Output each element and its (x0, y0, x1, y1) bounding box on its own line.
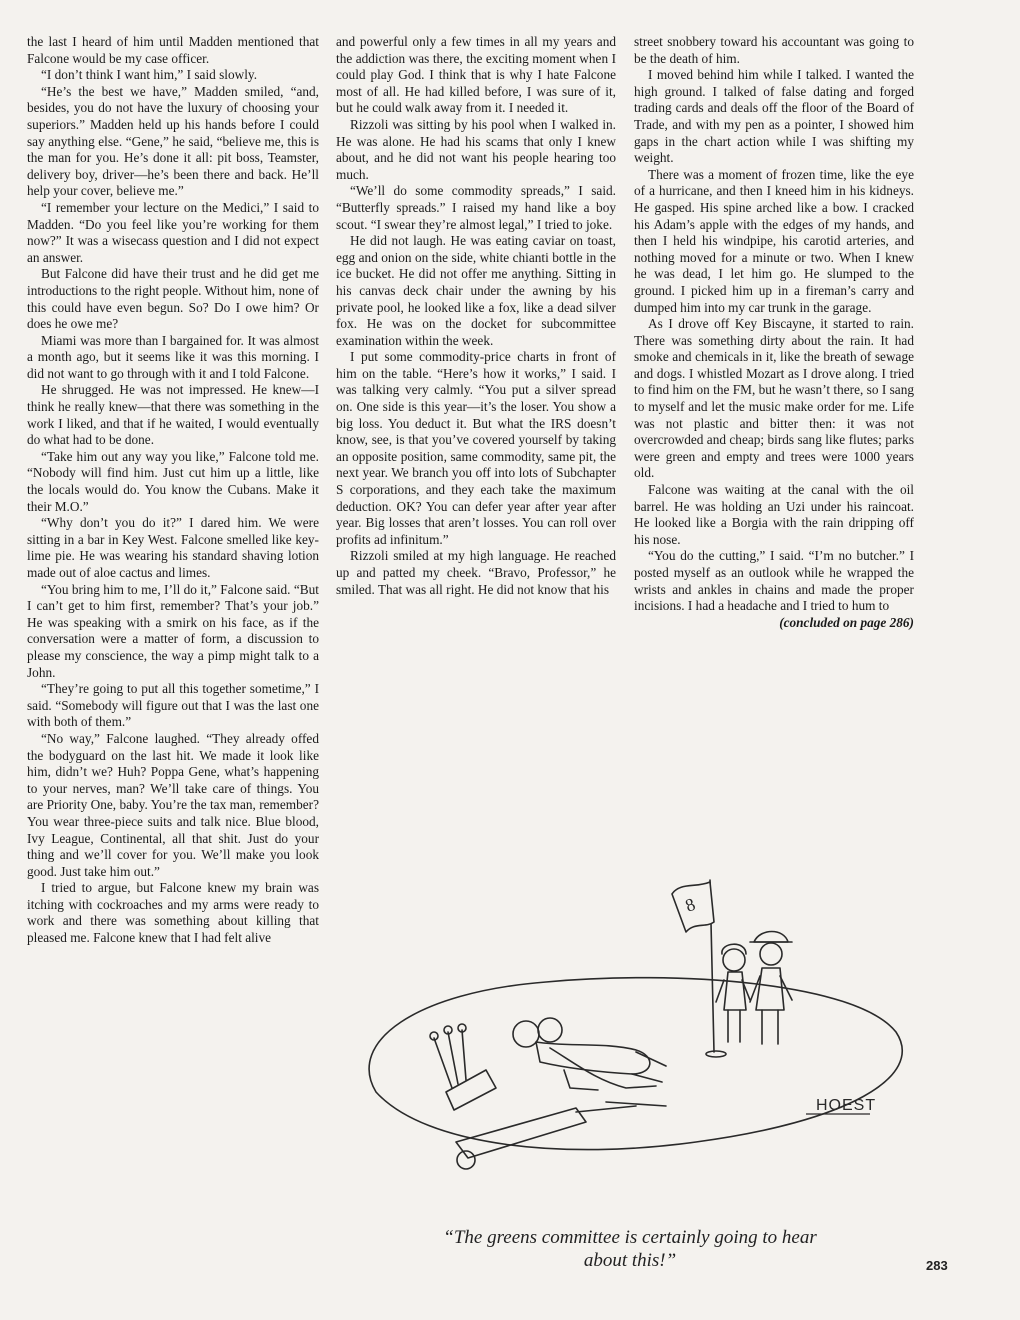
paragraph: I moved behind him while I talked. I wanted the high ground. I talked of false dating and forged trading cards and deals off the floor of the Board of Trade, and with my pen as a pointer, I showed him gaps in the chart action while I was shifting my weight. (634, 67, 914, 166)
article-column-1 (27, 34, 319, 947)
paragraph: “You bring him to me, I’ll do it,” Falcone said. “But I can’t get to him first, remember? That’s your job.” He was speaking with a smirk on his face, as if the conversation were a matter of form, a discussion to please my conscience, the way a pimp might talk to a John. (27, 581, 319, 680)
paragraph: Rizzoli was sitting by his pool when I walked in. He was alone. He had his scams that only I knew about, and he did not want his people hearing too much. (336, 116, 616, 182)
cartoon-caption: “The greens committee is certainly going to hear about this!” (443, 1227, 817, 1271)
flag-number: 8 (682, 893, 698, 916)
cartoonist-signature: HOEST (816, 1097, 877, 1114)
article-column-3 (634, 34, 914, 631)
page-number: 283 (926, 1258, 948, 1273)
paragraph: “They’re going to put all this together sometime,” I said. “Somebody will figure out that I was the last one with both of them.” (27, 681, 319, 730)
paragraph: “Take him out any way you like,” Falcone told me. “Nobody will find him. Just cut him up a little, like the locals would do. You know the Cubans. Make it their M.O.” (27, 448, 319, 514)
woman-golfer-right (750, 932, 792, 1045)
paragraph: I put some commodity-price charts in front of him on the table. “Here’s how it works,” I said. I was talking very calmly. “You put a silver spread on. One side is this year—it’s the loser. You show a big loss. You deduct it. But what the IRS doesn’t know, see, is that you’ve covered yourself by taking an opposite position, same commodity, same pit, the next year. We branch you off into lots of Subchapter S corporations, and they each take the maximum deduction. OK? You can defer year after year after year. Big losses that aren’t losses. You can roll over profits ad infinitum.” (336, 349, 616, 547)
paragraph: “Why don’t you do it?” I dared him. We were sitting in a bar in Key West. Falcone smelled like key-lime pie. He was wearing his standard shaving lotion made out of aloe cactus and limes. (27, 515, 319, 580)
paragraph: “He’s the best we have,” Madden smiled, “and, besides, you do not have the luxury of choosing your superiors.” Madden held up his hands before I could say anything else. “Gene,” he said, “believe me, this is the man for you. He’s done it all: pit boss, Teamster, delivery boy, driver—he’s been there and back. He’ll help your cover, believe me.” (27, 83, 319, 199)
pull-cart (456, 1106, 636, 1169)
paragraph: As I drove off Key Biscayne, it started to rain. There was something dirty about the rain. It had smoke and chemicals in it, like the breath of sewage and dogs. I whistled Mozart as I drove along. I tried to find him on the FM, but he wasn’t there, so I sang to myself and let the music make order for me. Life was not plastic and bitter then: it was not overcrowded and cheap; birds sang like flutes; parks were green and empty and trees were 1000 years old. (634, 316, 914, 481)
golf-bag (430, 1024, 496, 1110)
golf-cartoon (336, 842, 916, 1222)
paragraph: Miami was more than I bargained for. It was almost a month ago, but it seems like it was this morning. I did not want to go through with it and I told Falcone. (27, 332, 319, 381)
paragraph: He shrugged. He was not impressed. He knew—I think he really knew—that there was something in the work I liked, and that if he waited, I would eventually do what had to be done. (27, 382, 319, 448)
woman-golfer-left (716, 944, 750, 1042)
paragraph: street snobbery toward his accountant was going to be the death of him. (634, 34, 914, 66)
paragraph: But Falcone did have their trust and he did get me introductions to the right people. Without him, none of this could have even begun. So? Do I owe him? Or does he owe me? (27, 266, 319, 332)
paragraph: “I don’t think I want him,” I said slowly. (41, 67, 258, 83)
paragraph: I tried to argue, but Falcone knew my brain was itching with cockroaches and my arms were ready to work and there was something about killing that pleased me. Falcone knew that I had felt alive (27, 880, 319, 946)
paragraph: Rizzoli smiled at my high language. He reached up and patted my cheek. “Bravo, Professor,” he smiled. That was all right. He did not know that his (336, 548, 616, 597)
couple-on-green (513, 1018, 666, 1090)
paragraph: “You do the cutting,” I said. “I’m no butcher.” I posted myself as an outlook while he wrapped the wrists and ankles in chains and made the proper incisions. I had a headache and I tried to hum to (634, 548, 914, 614)
paragraph: “No way,” Falcone laughed. “They already offed the bodyguard on the last hit. We made it look like him, didn’t we? Huh? Poppa Gene, what’s happening to your nerves, man? We’ll take care of things. You are Priority One, baby. You’re the tax man, remember? You wear three-piece suits and talk nice. Blue blood, Ivy League, Continental, all that shit. Just do your thing and we’ll cover for you. We’ll make you look good. Just take him out.” (27, 730, 319, 879)
paragraph: He did not laugh. He was eating caviar on toast, egg and onion on the side, white chianti bottle in the ice bucket. He did not offer me anything. Sitting in his canvas deck chair under the awning by his private pool, he looked like a fox, like a dead silver fox. He was on the docket for subcommittee examination within the week. (336, 233, 616, 348)
paragraph: There was a moment of frozen time, like the eye of a hurricane, and then I kneed him in his kidneys. He gasped. His spine arched like a bow. I cracked his Adam’s apple with the edges of my hands, and then I held his windpipe, his carotid arteries, and nothing moved for a minute or two. When I knew he was dead, I let him go. He slumped to the ground. I picked him up in a fireman’s carry and dumped him into my car trunk in the garage. (634, 166, 914, 315)
paragraph: “I remember your lecture on the Medici,” I said to Madden. “Do you feel like you’re working for them now?” It was a wisecass question and I did not expect an answer. (27, 199, 319, 265)
paragraph: and powerful only a few times in all my years and the addiction was there, the exciting moment when I could play God. I think that is why I hate Falcone most of all. He had killed before, I was sure of it, but he could walk away from it. I needed it. (336, 34, 616, 116)
continuation-note: (concluded on page 286) (779, 614, 914, 630)
paragraph: the last I heard of him until Madden mentioned that Falcone would be my case officer. (27, 34, 319, 66)
golf-hole (706, 1051, 726, 1057)
paragraph: Falcone was waiting at the canal with the oil barrel. He was holding an Uzi under his raincoat. He looked like a Borgia with the rain dripping off his nose. (634, 482, 914, 547)
putting-green (369, 978, 902, 1150)
paragraph: “We’ll do some commodity spreads,” I said. “Butterfly spreads.” I raised my hand like a boy scout. “I swear they’re almost legal,” I tried to joke. (336, 183, 616, 232)
article-column-2 (336, 34, 616, 598)
